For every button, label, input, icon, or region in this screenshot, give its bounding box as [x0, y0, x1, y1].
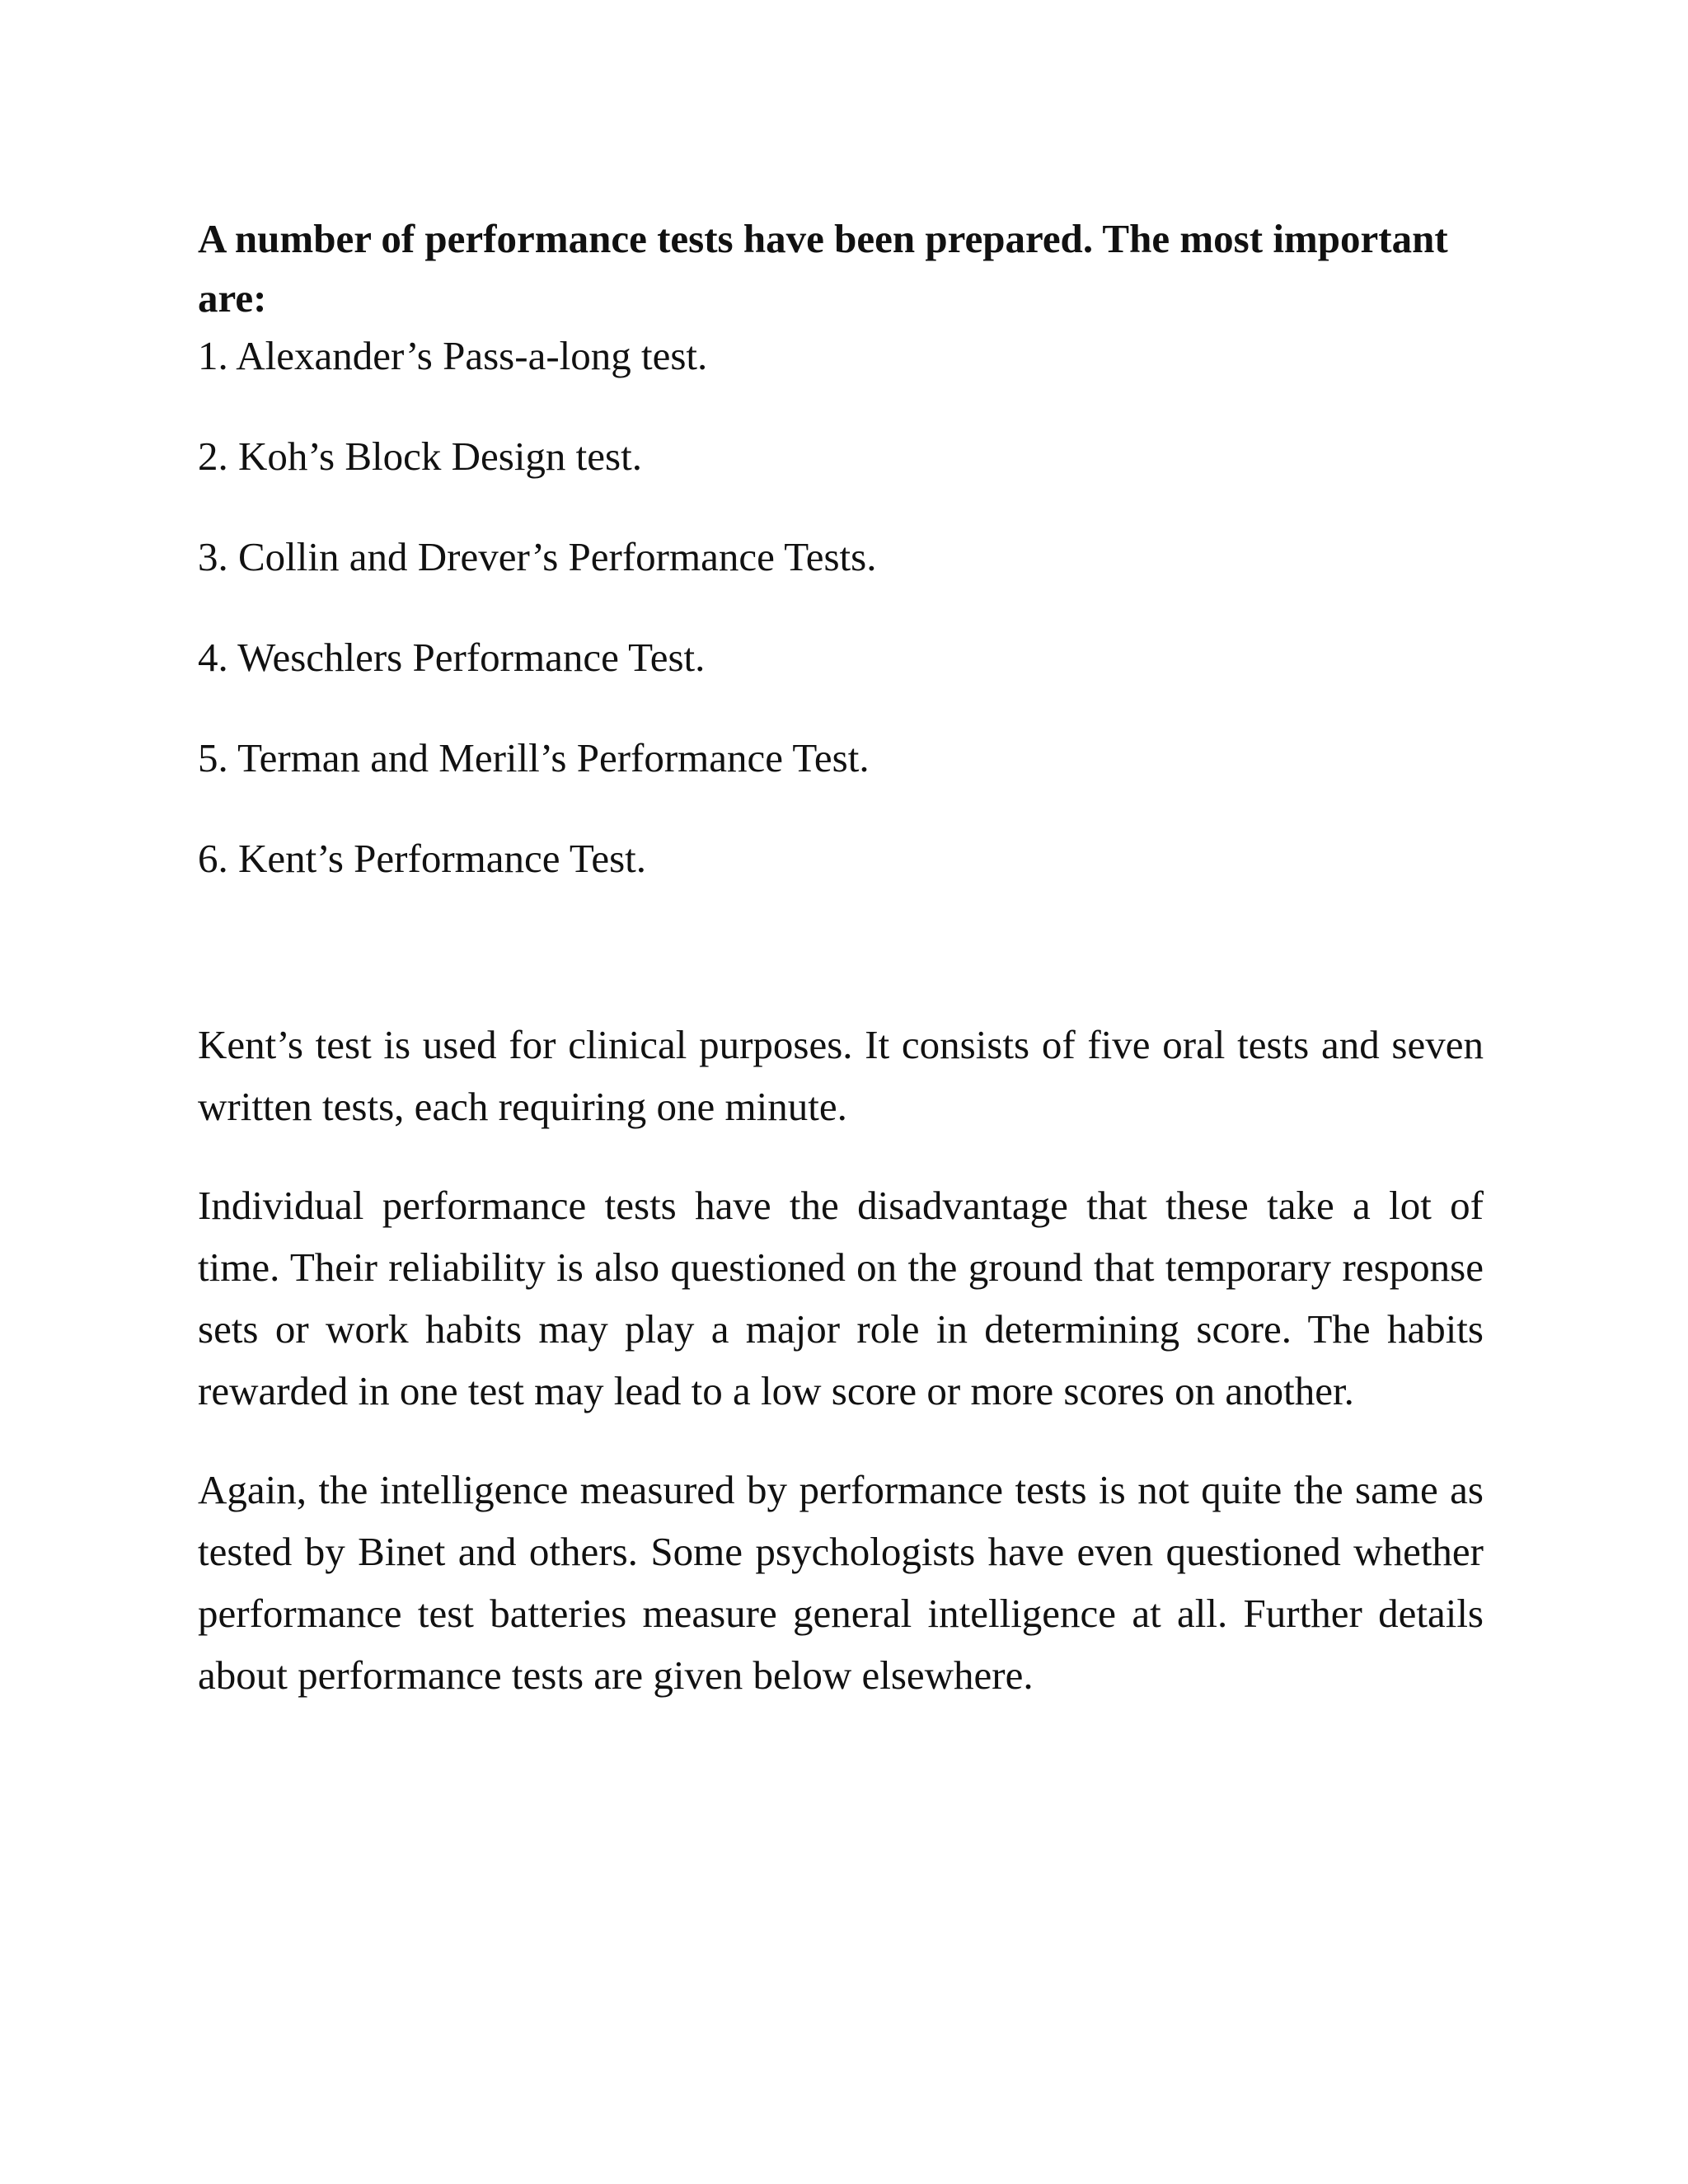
list-item: 6. Kent’s Performance Test. [198, 836, 647, 881]
performance-tests-list [198, 328, 1484, 887]
list-item: 3. Collin and Drever’s Performance Tests. [198, 534, 877, 579]
list-item: 1. Alexander’s Pass-a-long test. [198, 333, 708, 378]
list-item: 4. Weschlers Performance Test. [198, 635, 706, 680]
section-heading: A number of performance tests have been prepared. The most important are: [198, 216, 1448, 321]
list-item: 2. Koh’s Block Design test. [198, 434, 642, 479]
document-page [198, 209, 1484, 1743]
section-spacer [198, 931, 1484, 1014]
paragraph-intelligence: Again, the intelligence measured by performance tests is not quite the same as tested by Binet and others. Some psychologists have even questioned whether performance test batteries measure general intelligence at all. Further details about performance tests are given below elsewhere. [198, 1467, 1484, 1698]
paragraph-disadvantages: Individual performance tests have the disadvantage that these take a lot of time. Their reliability is also questioned on the ground that temporary response sets or work habits may play a major role in determining score. The habits rewarded in one test may lead to a low score or more scores on another. [198, 1183, 1484, 1413]
paragraph-kents-test: Kent’s test is used for clinical purposes. It consists of five oral tests and seven written tests, each requiring one minute. [198, 1022, 1484, 1129]
list-item: 5. Terman and Merill’s Performance Test. [198, 735, 870, 780]
